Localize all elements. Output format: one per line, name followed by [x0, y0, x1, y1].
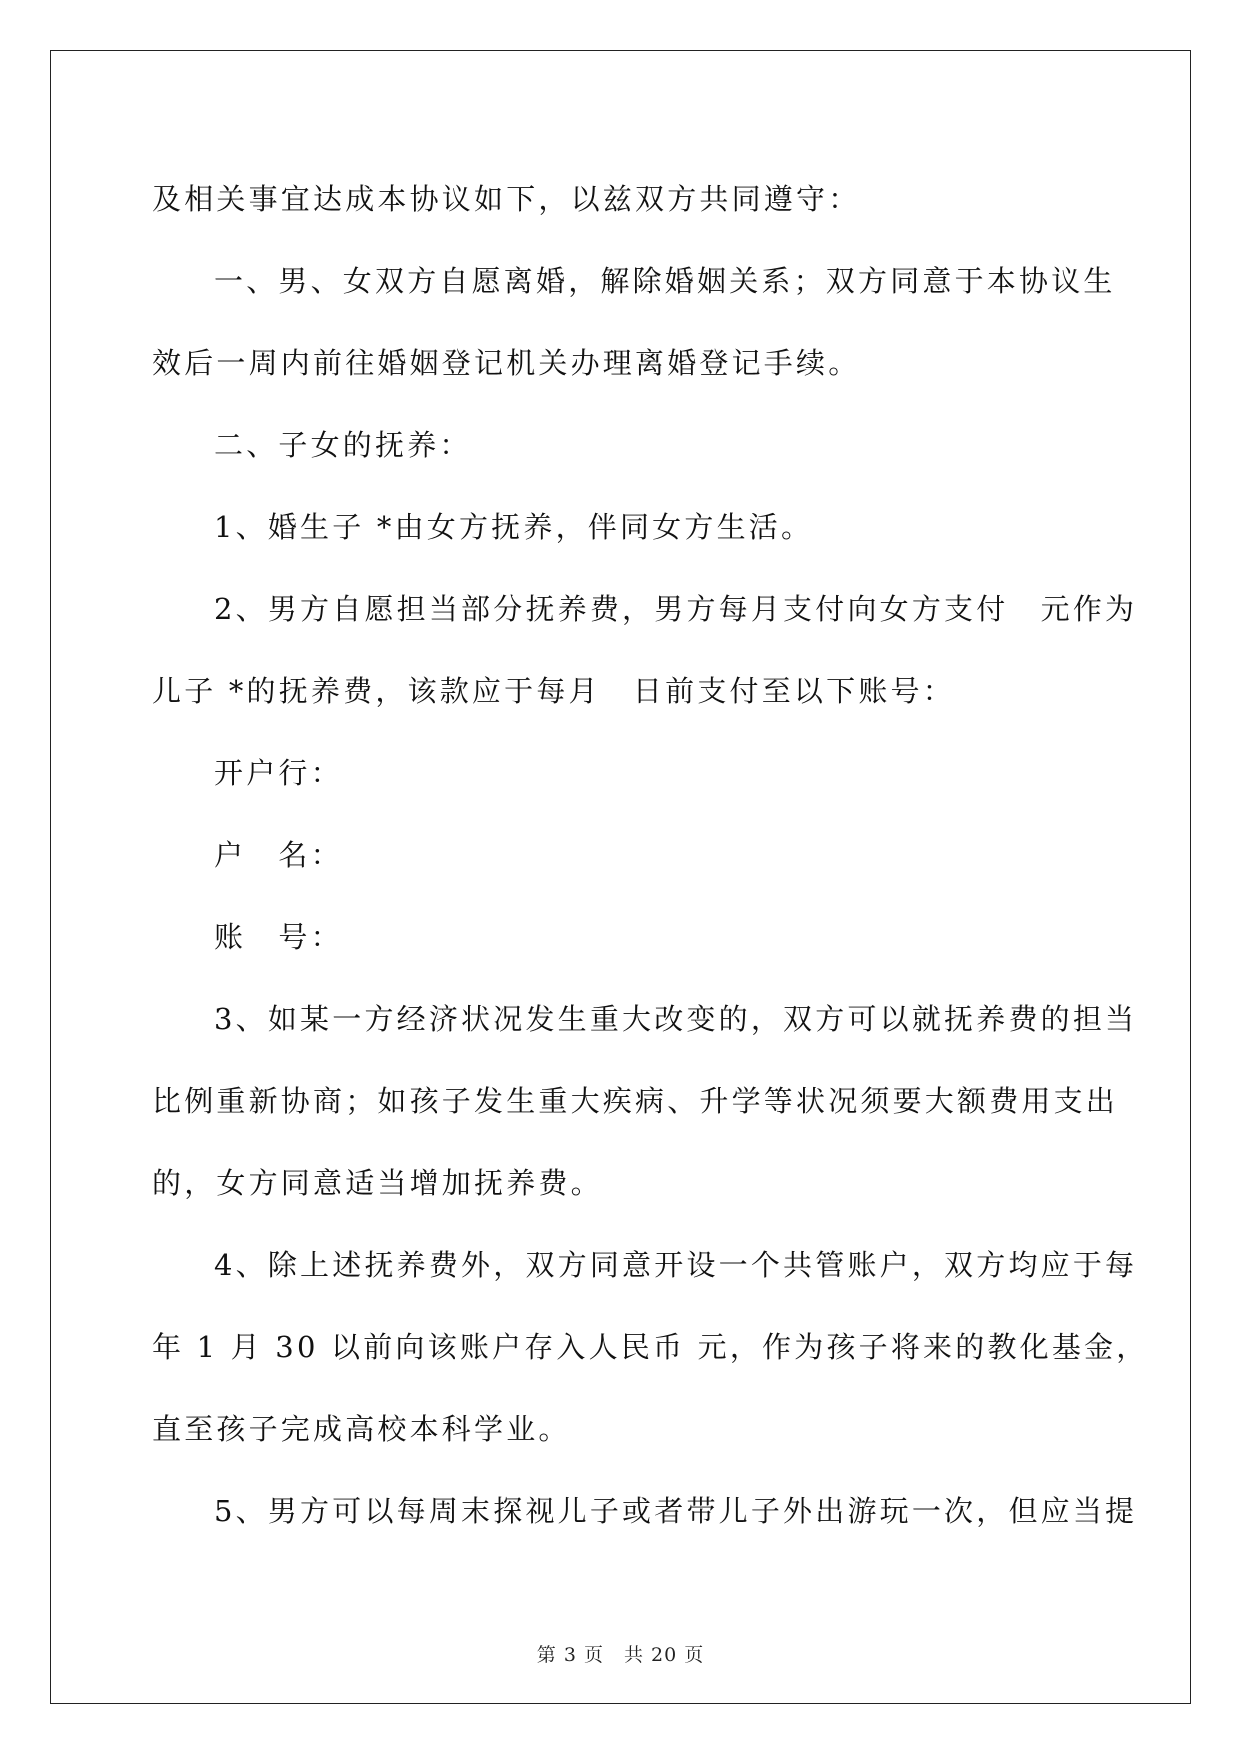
text-line: 一、男、女双方自愿离婚，解除婚姻关系；双方同意于本协议生	[214, 264, 1116, 298]
text-line: 比例重新协商；如孩子发生重大疾病、升学等状况须要大额费用支出	[152, 1084, 1119, 1118]
text-line: 及相关事宜达成本协议如下，以兹双方共同遵守：	[152, 182, 861, 216]
page-number-footer: 第 3 页 共 20 页	[536, 1644, 705, 1666]
text-line: 开户行：	[214, 756, 343, 790]
text-line: 5、男方可以每周末探视儿子或者带儿子外出游玩一次，但应当提	[214, 1494, 1138, 1528]
text-line: 直至孩子完成高校本科学业。	[152, 1412, 571, 1446]
text-line: 3、如某一方经济状况发生重大改变的，双方可以就抚养费的担当	[214, 1002, 1138, 1036]
text-line: 的，女方同意适当增加抚养费。	[152, 1166, 603, 1200]
text-line: 儿子 *的抚养费，该款应于每月 日前支付至以下账号：	[152, 674, 955, 708]
text-line: 2、男方自愿担当部分抚养费，男方每月支付向女方支付 元作为	[214, 592, 1138, 626]
text-line: 4、除上述抚养费外，双方同意开设一个共管账户，双方均应于每	[214, 1248, 1138, 1282]
text-line: 1、婚生子 *由女方抚养，伴同女方生活。	[214, 510, 814, 544]
document-body	[152, 158, 1149, 1552]
text-line: 户 名：	[214, 838, 343, 872]
text-line: 效后一周内前往婚姻登记机关办理离婚登记手续。	[152, 346, 861, 380]
text-line: 年 1 月 30 以前向该账户存入人民币 元，作为孩子将来的教化基金，	[152, 1330, 1149, 1364]
text-line: 账 号：	[214, 920, 343, 954]
text-line: 二、子女的抚养：	[214, 428, 472, 462]
